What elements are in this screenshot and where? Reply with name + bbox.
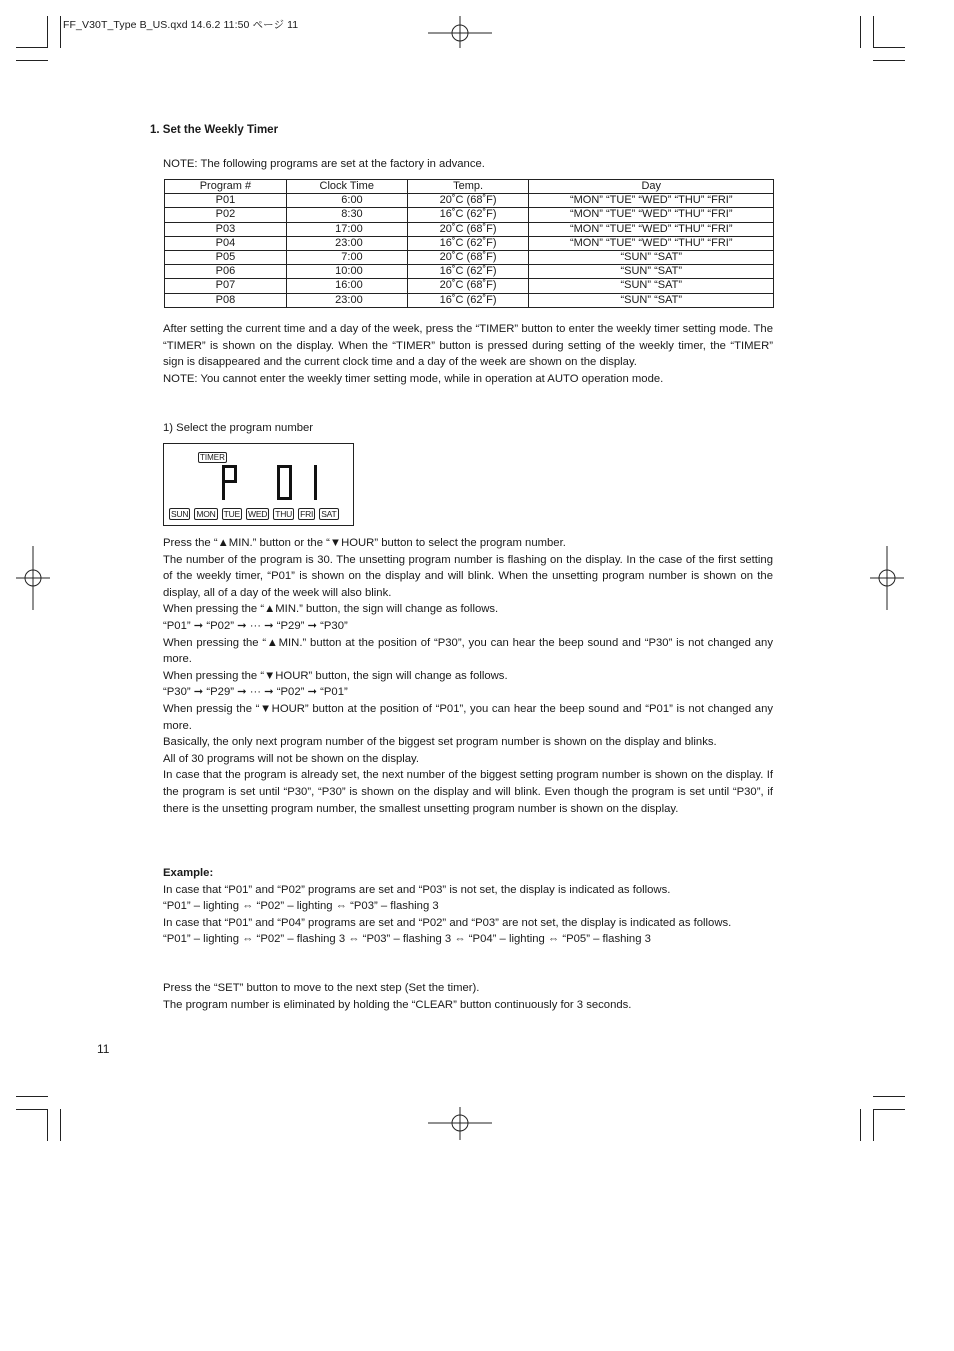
timer-indicator: TIMER [200, 453, 225, 462]
column-header: Temp. [407, 180, 529, 194]
table-row [165, 251, 774, 265]
table-cell: P05 [165, 251, 287, 265]
table-cell: 23:00 [286, 293, 407, 307]
table-cell: 20˚C (68˚F) [407, 194, 529, 208]
table-cell: P06 [165, 265, 287, 279]
step-label: 1) Select the program number [163, 422, 314, 434]
sequence-line: “P30” ➞ “P29” ➞ ··· ➞ “P02” ➞ “P01” [163, 686, 348, 699]
section-title: 1. Set the Weekly Timer [150, 124, 279, 136]
table-cell: P07 [165, 279, 287, 293]
table-cell: “SUN” “SAT” [529, 279, 774, 293]
paragraph: Press the “SET” button to move to the next step (Set the timer). [163, 982, 480, 994]
example-line: In case that “P01” and “P04” programs are set and “P02” and “P03” are not set, the display is indicated as follows. [163, 916, 732, 929]
table-cell: P04 [165, 236, 287, 250]
paragraph: When pressig the “▼HOUR” button at the position of “P01”, you can hear the beep sound and “P01” is not changed any more. [163, 702, 773, 732]
intro-text [163, 321, 773, 387]
file-header: FF_V30T_Type B_US.qxd 14.6.2 11:50 ページ 11 [63, 19, 299, 31]
day-fri-indicator: FRI [300, 509, 314, 519]
table-cell: P01 [165, 194, 287, 208]
table-cell: 7:00 [286, 251, 407, 265]
sequence-line: “P01” ➞ “P02” ➞ ··· ➞ “P29” ➞ “P30” [163, 619, 348, 632]
day-sat-indicator: SAT [321, 509, 337, 519]
auto-mode-note: NOTE: You cannot enter the weekly timer setting mode, while in operation at AUTO operation mode. [163, 372, 664, 385]
paragraph: The program number is eliminated by holding the “CLEAR” button continuously for 3 seconds. [163, 998, 632, 1011]
table-cell: 23:00 [286, 236, 407, 250]
example-line: “P01” – lighting ⇔ “P02” – lighting ⇔ “P03” – flashing 3 [163, 900, 439, 913]
table-cell: 16˚C (62˚F) [407, 236, 529, 250]
table-row [165, 293, 774, 307]
page-number: 11 [97, 1042, 110, 1056]
paragraph: When pressing the “▼HOUR” button, the sign will change as follows. [163, 669, 508, 682]
paragraph: When pressing the “▲MIN.” button at the position of “P30”, you can hear the beep sound and “P30” is not changed any more. [163, 636, 773, 666]
paragraph: The number of the program is 30. The unsetting program number is flashing on the display. In the case of the first setting of the weekly timer, “P01” is shown on the display and will blink. When the unsetting program number is shown on the display, all of a day of the week will also blink. [163, 553, 773, 599]
table-cell: “MON” “TUE” “WED” “THU” “FRI” [529, 222, 774, 236]
paragraph: Basically, the only next program number of the biggest set program number is shown on the display and blinks. [163, 736, 717, 749]
table-row [165, 222, 774, 236]
factory-note: NOTE: The following programs are set at the factory in advance. [163, 158, 485, 170]
table-cell: 16:00 [286, 279, 407, 293]
table-row [165, 265, 774, 279]
table-cell: 6:00 [286, 194, 407, 208]
table-cell: “MON” “TUE” “WED” “THU” “FRI” [529, 236, 774, 250]
column-header: Day [529, 180, 774, 194]
example-section [163, 865, 773, 948]
table-cell: 17:00 [286, 222, 407, 236]
paragraph: Press the “▲MIN.” button or the “▼HOUR” button to select the program number. [163, 537, 566, 549]
paragraph: All of 30 programs will not be shown on the display. [163, 752, 419, 765]
table-cell: “SUN” “SAT” [529, 251, 774, 265]
column-header: Program # [165, 180, 287, 194]
table-cell: “MON” “TUE” “WED” “THU” “FRI” [529, 194, 774, 208]
instructions-text [163, 535, 773, 817]
lcd-display [163, 443, 354, 526]
column-header: Clock Time [286, 180, 407, 194]
final-instructions [163, 980, 773, 1013]
day-indicators [169, 508, 339, 520]
table-cell: “SUN” “SAT” [529, 265, 774, 279]
table-row [165, 194, 774, 208]
program-number-digits [220, 463, 330, 503]
table-cell: 20˚C (68˚F) [407, 222, 529, 236]
day-sun-indicator: SUN [171, 509, 189, 519]
table-cell: 20˚C (68˚F) [407, 279, 529, 293]
table-cell: 8:30 [286, 208, 407, 222]
day-thu-indicator: THU [275, 509, 293, 519]
table-cell: P02 [165, 208, 287, 222]
table-cell: P08 [165, 293, 287, 307]
table-cell: 16˚C (62˚F) [407, 293, 529, 307]
paragraph: When pressing the “▲MIN.” button, the sign will change as follows. [163, 603, 499, 616]
program-table [164, 179, 774, 308]
paragraph: In case that the program is already set, the next number of the biggest setting program number is shown on the display. If the program is set until “P30”, “P30” is shown on the display and will blink. Even though the program is set until “P30”, if there is the unsetting program number, the smallest unsetting program number is shown on the display. [163, 769, 773, 815]
table-cell: 16˚C (62˚F) [407, 208, 529, 222]
table-cell: 16˚C (62˚F) [407, 265, 529, 279]
paragraph: After setting the current time and a day of the week, press the “TIMER” button to enter the weekly timer setting mode. The “TIMER” is shown on the display. When the “TIMER” button is pressed during setting of the weekly timer, the “TIMER” sign is disappeared and the current clock time and a day of the week are shown on the display. [163, 323, 773, 369]
table-row [165, 236, 774, 250]
table-header-row [165, 180, 774, 194]
day-wed-indicator: WED [248, 509, 268, 519]
example-line: In case that “P01” and “P02” programs are set and “P03” is not set, the display is indicated as follows. [163, 883, 671, 896]
example-heading: Example: [163, 867, 214, 879]
example-line: “P01” – lighting ⇔ “P02” – flashing 3 ⇔ “P03” – flashing 3 ⇔ “P04” – lighting ⇔ “P05” – flashing 3 [163, 933, 651, 946]
table-cell: “SUN” “SAT” [529, 293, 774, 307]
table-cell: 10:00 [286, 265, 407, 279]
day-mon-indicator: MON [196, 509, 216, 519]
table-cell: 20˚C (68˚F) [407, 251, 529, 265]
table-cell: P03 [165, 222, 287, 236]
program-number-value: P01 [220, 463, 222, 464]
table-cell: “MON” “TUE” “WED” “THU” “FRI” [529, 208, 774, 222]
table-row [165, 279, 774, 293]
day-tue-indicator: TUE [223, 509, 240, 519]
table-row [165, 208, 774, 222]
